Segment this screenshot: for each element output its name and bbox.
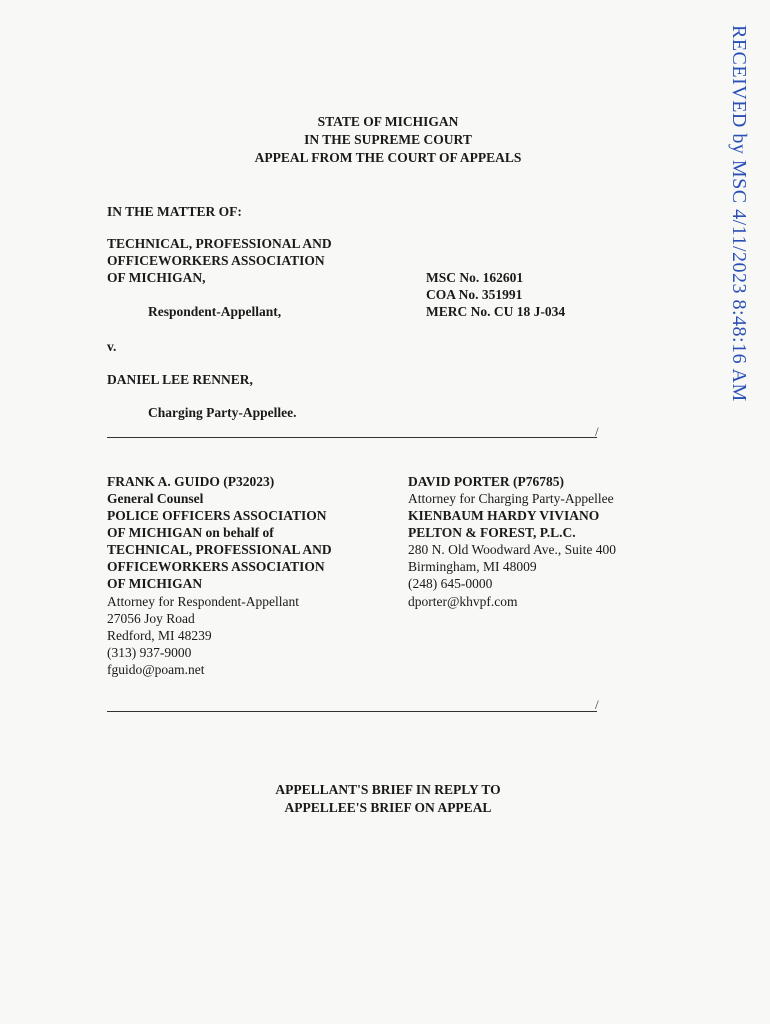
matter-heading: IN THE MATTER OF: [107,204,242,219]
brief-title-line-1: APPELLANT'S BRIEF IN REPLY TO [275,782,501,797]
respondent-name-line-3: OF MICHIGAN, [107,270,206,285]
respondent-name-line-2: OFFICEWORKERS ASSOCIATION [107,253,325,268]
caption-divider-top [107,437,597,438]
right-counsel-city: Birmingham, MI 48009 [408,559,537,574]
charging-party-role: Charging Party-Appellee. [148,405,297,420]
respondent-name-line-1: TECHNICAL, PROFESSIONAL AND [107,236,332,251]
msc-number: MSC No. 162601 [426,270,524,285]
left-counsel-role: Attorney for Respondent-Appellant [107,594,299,609]
brief-title [0,781,770,817]
left-counsel-title: General Counsel [107,491,204,506]
divider-mark-top: / [595,424,599,439]
right-counsel-email: dporter@khvpf.com [408,594,518,609]
versus: v. [107,339,117,354]
charging-party-name: DANIEL LEE RENNER, [107,372,253,387]
left-counsel-phone: (313) 937-9000 [107,645,192,660]
right-counsel-role: Attorney for Charging Party-Appellee [408,491,614,506]
brief-title-line-2: APPELLEE'S BRIEF ON APPEAL [284,800,492,815]
left-counsel-street: 27056 Joy Road [107,611,195,626]
right-counsel-phone: (248) 645-0000 [408,576,493,591]
court-appeal-from: APPEAL FROM THE COURT OF APPEALS [254,150,522,165]
divider-mark-bottom: / [595,697,599,712]
court-name: IN THE SUPREME COURT [304,132,472,147]
right-counsel-firm-line-1: KIENBAUM HARDY VIVIANO [408,508,600,523]
respondent-role: Respondent-Appellant, [148,304,282,319]
left-counsel-email: fguido@poam.net [107,662,205,677]
right-counsel-street: 280 N. Old Woodward Ave., Suite 400 [408,542,617,557]
received-stamp: RECEIVED by MSC 4/11/2023 8:48:16 AM [728,25,750,402]
court-state: STATE OF MICHIGAN [317,114,459,129]
left-counsel-org-line-2: OF MICHIGAN on behalf of [107,525,274,540]
left-counsel-org-line-5: OF MICHIGAN [107,576,203,591]
left-counsel-city: Redford, MI 48239 [107,628,212,643]
right-counsel-name: DAVID PORTER (P76785) [408,474,565,489]
left-counsel-org-line-3: TECHNICAL, PROFESSIONAL AND [107,542,332,557]
caption-divider-bottom [107,711,597,712]
right-counsel-firm-line-2: PELTON & FOREST, P.L.C. [408,525,576,540]
left-counsel-org-line-1: POLICE OFFICERS ASSOCIATION [107,508,327,523]
coa-number: COA No. 351991 [426,287,523,302]
merc-number: MERC No. CU 18 J-034 [426,304,566,319]
left-counsel-name: FRANK A. GUIDO (P32023) [107,474,275,489]
court-caption [0,113,770,167]
left-counsel-org-line-4: OFFICEWORKERS ASSOCIATION [107,559,325,574]
